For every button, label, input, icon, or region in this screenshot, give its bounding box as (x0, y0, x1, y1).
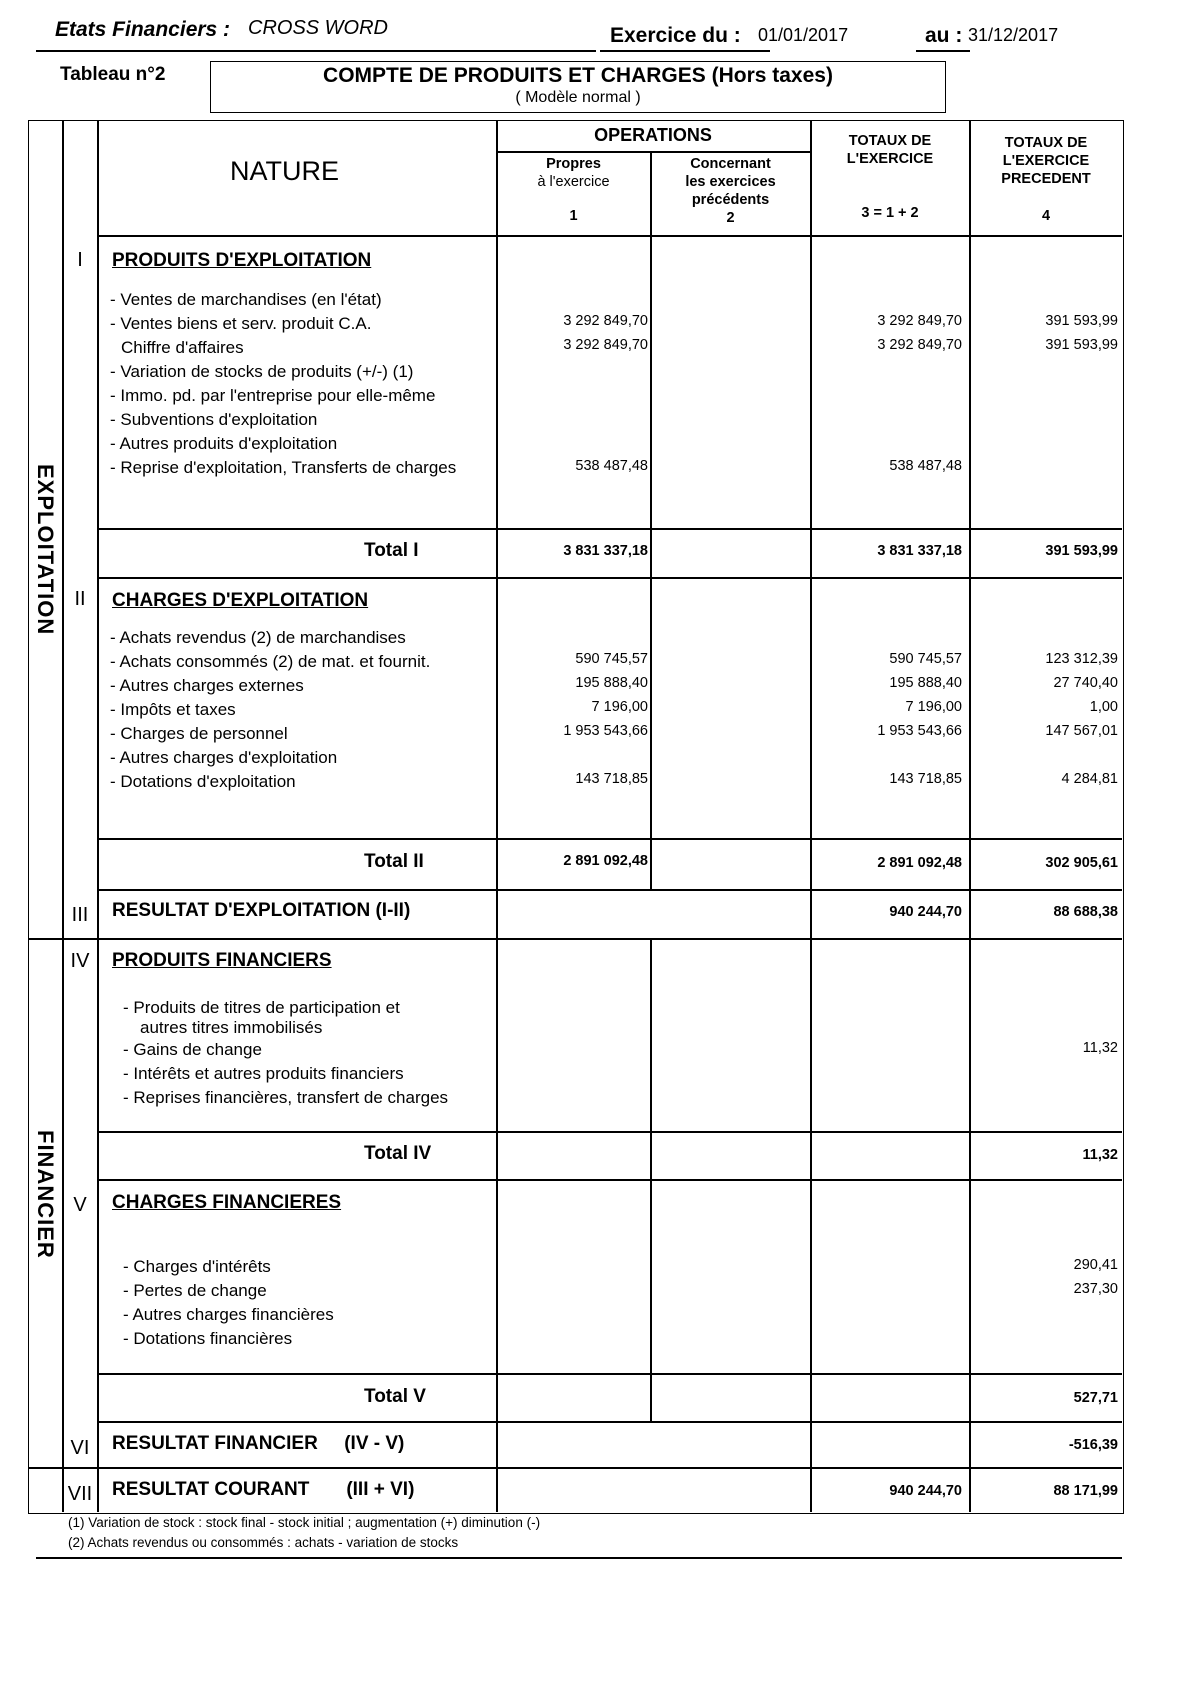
header-underline-right (916, 50, 970, 52)
row-line-r3-bottom (28, 938, 1122, 940)
col-header-totprec-l2: L'EXERCICE (1002, 153, 1090, 169)
section-title-charges-financieres: CHARGES FINANCIERES (112, 1192, 342, 1213)
roman-vii: VII (67, 1483, 93, 1505)
row-line-t2-top (97, 838, 1122, 840)
row-line-t4-bottom (97, 1179, 1122, 1181)
roman-i: I (77, 249, 83, 271)
line-autres-charges-financieres: - Autres charges financières (123, 1305, 334, 1324)
line-interets-produits: - Intérêts et autres produits financiers (123, 1064, 404, 1083)
row-line-t4-top (97, 1131, 1122, 1133)
value-dotations-col3: 143 718,85 (889, 771, 962, 787)
col-header-totprec-num: 4 (1041, 208, 1051, 224)
roman-v: V (73, 1194, 87, 1216)
total-i-col4: 391 593,99 (1045, 543, 1118, 559)
resultat-exploitation-col4: 88 688,38 (1053, 904, 1118, 920)
col-header-conc-l3: précédents (691, 192, 770, 208)
value-charges-interets-col4: 290,41 (1073, 1257, 1118, 1273)
line-dotations-financieres: - Dotations financières (123, 1329, 293, 1348)
value-personnel-col1: 1 953 543,66 (563, 723, 648, 739)
total-iv-label: Total IV (364, 1143, 432, 1164)
company-name: CROSS WORD (248, 17, 388, 39)
col-header-propres-num: 1 (569, 208, 578, 224)
resultat-courant-col4: 88 171,99 (1053, 1483, 1118, 1499)
date-from: 01/01/2017 (758, 25, 849, 45)
value-ca-col1: 3 292 849,70 (563, 337, 648, 353)
page-title: COMPTE DE PRODUITS ET CHARGES (Hors taxes) (323, 64, 833, 87)
line-autres-charges-externes: - Autres charges externes (110, 676, 304, 695)
value-ventes-biens-col1: 3 292 849,70 (563, 313, 648, 329)
roman-vi: VI (70, 1437, 90, 1459)
line-reprises-financieres: - Reprises financières, transfert de charges (123, 1088, 449, 1107)
col-header-propres-l1: Propres (546, 156, 601, 172)
footnote-2: (2) Achats revendus ou consommés : achats - variation de stocks (68, 1535, 459, 1550)
label-exercice: Exercice du : (610, 24, 741, 47)
value-impots-col1: 7 196,00 (591, 699, 648, 715)
line-ventes-marchandises: - Ventes de marchandises (en l'état) (110, 290, 382, 309)
resultat-exploitation-col3: 940 244,70 (889, 904, 962, 920)
value-reprise-col3: 538 487,48 (889, 458, 962, 474)
line-produits-titres-cont: autres titres immobilisés (140, 1018, 323, 1037)
row-line-operations (496, 151, 810, 153)
resultat-courant-label: RESULTAT COURANT (III + VI) (112, 1479, 415, 1500)
col-line-12-a (650, 152, 652, 889)
line-charges-personnel: - Charges de personnel (110, 724, 288, 743)
line-ventes-biens: - Ventes biens et serv. produit C.A. (110, 314, 372, 333)
line-gains-change: - Gains de change (123, 1040, 262, 1059)
header-underline-mid (600, 50, 770, 52)
page-subtitle: ( Modèle normal ) (515, 89, 641, 106)
col-line-roman (97, 120, 99, 1512)
line-pertes-change: - Pertes de change (123, 1281, 267, 1300)
row-line-t1-top (97, 528, 1122, 530)
line-produits-titres: - Produits de titres de participation et (123, 998, 400, 1017)
col-header-totprec-l1: TOTAUX DE (1004, 135, 1088, 151)
value-ventes-biens-col3: 3 292 849,70 (877, 313, 962, 329)
total-ii-col3: 2 891 092,48 (877, 855, 962, 871)
line-chiffre-affaires: Chiffre d'affaires (121, 338, 244, 357)
side-label-financier: FINANCIER (33, 1130, 58, 1259)
total-i-col3: 3 831 337,18 (877, 543, 962, 559)
col-header-operations: OPERATIONS (594, 125, 712, 145)
col-header-conc-l2: les exercices (685, 174, 776, 190)
value-personnel-col3: 1 953 543,66 (877, 723, 962, 739)
value-charges-externes-col3: 195 888,40 (889, 675, 962, 691)
total-i-col1: 3 831 337,18 (563, 543, 648, 559)
col-header-totex-l1: TOTAUX DE (848, 133, 932, 149)
label-au: au : (925, 24, 963, 47)
footnote-1: (1) Variation de stock : stock final - stock initial ; augmentation (+) diminution (-) (68, 1515, 541, 1530)
row-line-t2-bottom (97, 889, 1122, 891)
col-header-totaux-exercice (811, 132, 969, 168)
row-line-t5-bottom (97, 1421, 1122, 1423)
total-v-col4: 527,71 (1073, 1390, 1118, 1406)
section-title-charges-exploitation: CHARGES D'EXPLOITATION (112, 590, 369, 611)
value-reprise-col1: 538 487,48 (575, 458, 648, 474)
col-header-totaux-precedent (970, 134, 1122, 188)
value-ventes-biens-col4: 391 593,99 (1045, 313, 1118, 329)
total-i-label: Total I (364, 540, 419, 561)
row-line-t1-bottom (97, 577, 1122, 579)
roman-iii: III (71, 904, 89, 926)
value-dotations-col4: 4 284,81 (1061, 771, 1118, 787)
value-achats-consommes-col4: 123 312,39 (1045, 651, 1118, 667)
total-iv-col4: 11,32 (1082, 1147, 1118, 1163)
roman-ii: II (74, 588, 86, 610)
roman-iv: IV (70, 950, 90, 972)
line-autres-produits: - Autres produits d'exploitation (110, 434, 338, 453)
line-charges-interets: - Charges d'intérêts (123, 1257, 271, 1276)
resultat-financier-label: RESULTAT FINANCIER (IV - V) (112, 1433, 405, 1454)
side-label-exploitation: EXPLOITATION (33, 464, 58, 636)
value-ca-col4: 391 593,99 (1045, 337, 1118, 353)
section-title-produits-financiers: PRODUITS FINANCIERS (112, 950, 332, 971)
value-personnel-col4: 147 567,01 (1045, 723, 1118, 739)
line-dotations-exploitation: - Dotations d'exploitation (110, 772, 296, 791)
line-impots-taxes: - Impôts et taxes (110, 700, 236, 719)
line-achats-consommes: - Achats consommés (2) de mat. et fournit. (110, 652, 431, 671)
total-ii-col1: 2 891 092,48 (563, 853, 648, 869)
col-line-side (62, 120, 64, 1512)
col-header-conc-l1: Concernant (690, 156, 771, 172)
line-immo-produites: - Immo. pd. par l'entreprise pour elle-même (110, 386, 436, 405)
resultat-courant-col3: 940 244,70 (889, 1483, 962, 1499)
resultat-financier-col4: -516,39 (1068, 1437, 1118, 1453)
value-pertes-change-col4: 237,30 (1073, 1281, 1118, 1297)
date-to: 31/12/2017 (968, 25, 1059, 45)
resultat-exploitation-label: RESULTAT D'EXPLOITATION (I-II) (112, 900, 411, 921)
header-underline-left (36, 50, 596, 52)
value-impots-col3: 7 196,00 (905, 699, 962, 715)
col-header-totex-num: 3 = 1 + 2 (861, 205, 919, 221)
total-ii-label: Total II (364, 851, 424, 872)
value-charges-externes-col4: 27 740,40 (1053, 675, 1118, 691)
row-line-t5-top (97, 1373, 1122, 1375)
value-charges-externes-col1: 195 888,40 (575, 675, 648, 691)
line-variation-stocks: - Variation de stocks de produits (+/-) (1) (110, 362, 414, 381)
row-line-header-bottom (97, 235, 1122, 237)
footer-rule (36, 1557, 1122, 1559)
value-gains-change-col4: 11,32 (1082, 1040, 1118, 1056)
total-ii-col4: 302 905,61 (1045, 855, 1118, 871)
col-header-totex-l2: L'EXERCICE (846, 151, 934, 167)
col-header-totprec-l3: PRECEDENT (1001, 171, 1091, 187)
line-autres-charges-exploitation: - Autres charges d'exploitation (110, 748, 338, 767)
row-line-r6-bottom (28, 1467, 1122, 1469)
col-header-concernant (651, 155, 810, 227)
value-dotations-col1: 143 718,85 (575, 771, 648, 787)
col-header-conc-num: 2 (726, 210, 735, 226)
value-achats-consommes-col1: 590 745,57 (575, 651, 648, 667)
col-header-nature: NATURE (230, 156, 340, 186)
line-achats-revendus: - Achats revendus (2) de marchandises (110, 628, 406, 647)
label-etats-financiers: Etats Financiers : (55, 18, 231, 41)
total-v-label: Total V (364, 1386, 426, 1407)
col-header-propres (497, 155, 650, 191)
line-reprise-exploitation: - Reprise d'exploitation, Transferts de charges (110, 458, 457, 477)
line-subventions: - Subventions d'exploitation (110, 410, 318, 429)
value-achats-consommes-col3: 590 745,57 (889, 651, 962, 667)
tableau-number: Tableau n°2 (60, 64, 166, 85)
col-header-propres-l2: à l'exercice (537, 174, 610, 190)
value-ca-col3: 3 292 849,70 (877, 337, 962, 353)
section-title-produits-exploitation: PRODUITS D'EXPLOITATION (112, 250, 372, 271)
value-impots-col4: 1,00 (1089, 699, 1118, 715)
